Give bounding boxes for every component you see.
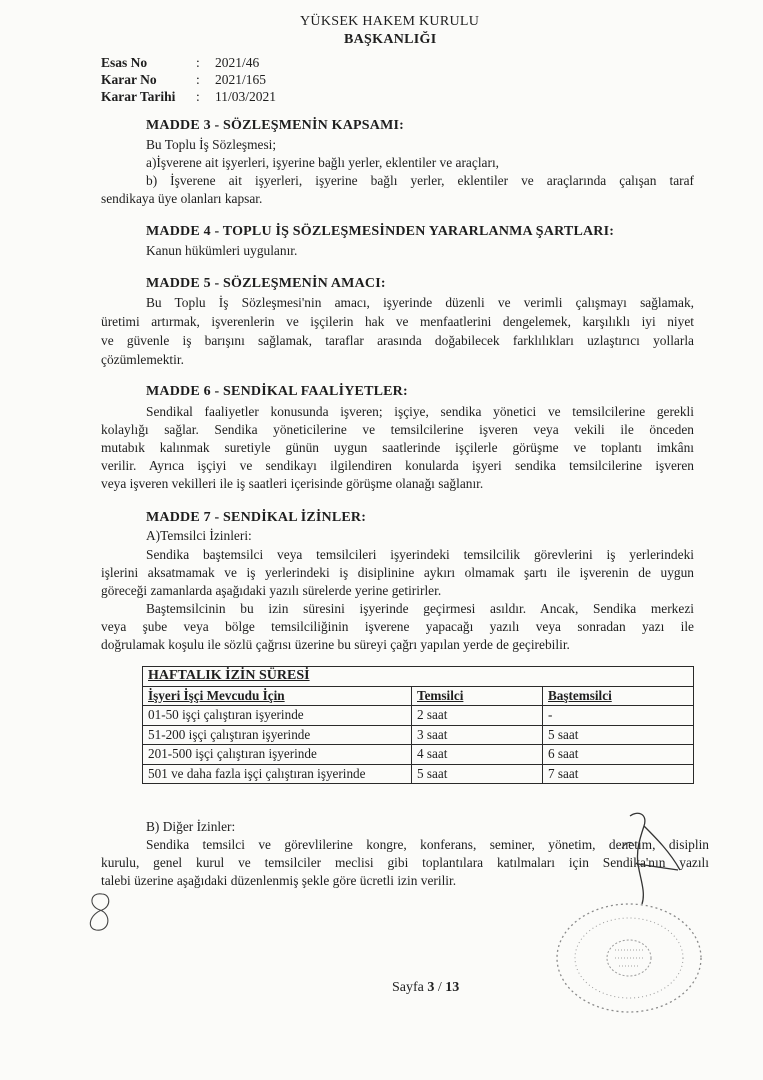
madde-7-heading: MADDE 7 - SENDİKAL İZİNLER: <box>146 510 367 525</box>
madde-5-line-1: Bu Toplu İş Sözleşmesi'nin amacı, işyerinde düzenli ve verimli çalışmayı sağlamak, <box>146 295 694 310</box>
haftalik-izin-table <box>142 666 694 784</box>
madde-7-p1-line-3: göreceği zamanlarda aşağıdaki yazılı sürelerde yerine getirirler. <box>101 583 442 598</box>
table-cell: 3 saat <box>412 725 543 745</box>
page-total: 13 <box>445 980 460 995</box>
table-row <box>143 725 694 745</box>
page-number <box>392 980 459 996</box>
madde-4-line-1: Kanun hükümleri uygulanır. <box>146 243 298 258</box>
madde-6-line-1: Sendikal faaliyetler konusunda işveren; işçiye, sendika yönetici ve temsilcilerine gerekli <box>146 404 694 419</box>
madde-7-sub-a: A)Temsilci İzinleri: <box>146 528 252 543</box>
table-header-temsilci: Temsilci <box>412 686 543 706</box>
institution-subtitle: BAŞKANLIĞI <box>344 32 437 47</box>
table-cell: 501 ve daha fazla işçi çalıştıran işyerinde <box>143 764 412 784</box>
madde-6-line-2: kolaylığı sağlar. Sendika yöneticilerine ve temsilcilerine işveren veya vekili ile önceden <box>101 422 694 437</box>
madde-7-p3-line-2: kurulu, genel kurul ve temsilciler meclisi gibi toplantılara katılmaları için Sendika'nın yazılı <box>101 855 709 870</box>
karar-tarihi-label: Karar Tarihi <box>101 89 176 104</box>
madde-5-line-4: çözümlemektir. <box>101 352 184 367</box>
table-header-mevcut: İşyeri İşçi Mevcudu İçin <box>143 686 412 706</box>
table-row <box>143 706 694 726</box>
madde-7-p1-line-1: Sendika baştemsilci veya temsilcileri işyerindeki temsilcilik görevlerini iş yerlerindeki <box>146 547 694 562</box>
table-cell: 201-500 işçi çalıştıran işyerinde <box>143 745 412 765</box>
madde-7-p2-line-3: doğrulamak koşulu ile sözlü çağrısı üzerine bu süreyi çağrı yapılan yerde de geçirebilir. <box>101 637 570 652</box>
official-stamp <box>545 898 713 1018</box>
madde-7-p3-line-3: talebi üzerine aşağıdaki düzenlenmiş şekle göre ücretli izin verilir. <box>101 873 457 888</box>
madde-5-line-3: ve güvenle iş barışını sağlamak, taraflar arasında doğabilecek farklılıkları uzlaştırıcı yollarla <box>101 333 694 348</box>
page-label: Sayfa <box>392 980 424 995</box>
madde-3-heading: MADDE 3 - SÖZLEŞMENİN KAPSAMI: <box>146 118 405 133</box>
table-cell: 5 saat <box>543 725 694 745</box>
esas-colon: : <box>196 55 200 70</box>
table-cell: 2 saat <box>412 706 543 726</box>
table-cell: 4 saat <box>412 745 543 765</box>
madde-6-line-5: veya işveren vekilleri ile iş saatleri içerisinde görüşme olanağı sağlanır. <box>101 476 484 491</box>
madde-6-line-4: verilir. Ayrıca işçiyi ve sendikayı ilgilendiren konularda işyeri sendika temsilcilerine işveren <box>101 458 694 473</box>
table-header-bastemsilci: Baştemsilci <box>543 686 694 706</box>
table-cell: 01-50 işçi çalıştıran işyerinde <box>143 706 412 726</box>
karar-tarihi-value: 11/03/2021 <box>215 89 277 104</box>
madde-6-line-3: mutabık kalınmak suretiyle günün uygun saatlerinde işçilerle görüşme ve toplantı imkânı <box>101 440 694 455</box>
madde-6-heading: MADDE 6 - SENDİKAL FAALİYETLER: <box>146 384 408 399</box>
madde-7-p3-line-1: Sendika temsilci ve görevlilerine kongre, konferans, seminer, yönetim, denetim, disiplin <box>146 837 709 852</box>
page-separator: / <box>437 980 442 995</box>
table-cell: 51-200 işçi çalıştıran işyerinde <box>143 725 412 745</box>
page-current: 3 <box>427 980 435 995</box>
madde-5-heading: MADDE 5 - SÖZLEŞMENİN AMACI: <box>146 276 386 291</box>
madde-5-line-2: üretimi artırmak, işverenlerin ve işçilerin hak ve menfaatlerini dengelemek, karşılıklı iyi niyet <box>101 314 694 329</box>
esas-no-label: Esas No <box>101 55 148 70</box>
madde-7-sub-b: B) Diğer İzinler: <box>146 819 236 834</box>
madde-7-p2-line-2: veya şube veya bölge temsilciliğinin işverene yapacağı yazılı veya sonradan yazı ile <box>101 619 694 634</box>
table-row <box>143 764 694 784</box>
madde-4-heading: MADDE 4 - TOPLU İŞ SÖZLEŞMESİNDEN YARARLANMA ŞARTLARI: <box>146 224 615 239</box>
table-row <box>143 745 694 765</box>
table-title: HAFTALIK İZİN SÜRESİ <box>143 667 694 687</box>
madde-3-line-1: Bu Toplu İş Sözleşmesi; <box>146 137 277 152</box>
karar-colon: : <box>196 72 200 87</box>
table-cell: 6 saat <box>543 745 694 765</box>
madde-3-line-2: a)İşverene ait işyerleri, işyerine bağlı yerler, eklentiler ve araçları, <box>146 155 500 170</box>
table-cell: 5 saat <box>412 764 543 784</box>
institution-name: YÜKSEK HAKEM KURULU <box>300 14 480 29</box>
table-cell: - <box>543 706 694 726</box>
madde-7-p2-line-1: Baştemsilcinin bu izin süresini işyerinde geçirmesi asıldır. Ancak, Sendika merkezi <box>146 601 694 616</box>
table-cell: 7 saat <box>543 764 694 784</box>
madde-7-p1-line-2: işlerini aksatmamak ve iş yerlerindeki iş disiplinine aykırı olmamak şartı ile işverenin de uygun <box>101 565 694 580</box>
handwritten-initial <box>84 890 118 936</box>
madde-3-line-3: b) İşverene ait işyerleri, işyerine bağlı yerler, eklentiler ve araçlarında çalışan taraf <box>146 173 694 188</box>
karar-no-label: Karar No <box>101 72 157 87</box>
esas-no-value: 2021/46 <box>215 55 260 70</box>
karar-no-value: 2021/165 <box>215 72 267 87</box>
tarih-colon: : <box>196 89 200 104</box>
madde-3-line-4: sendikaya üye olanları kapsar. <box>101 191 263 206</box>
